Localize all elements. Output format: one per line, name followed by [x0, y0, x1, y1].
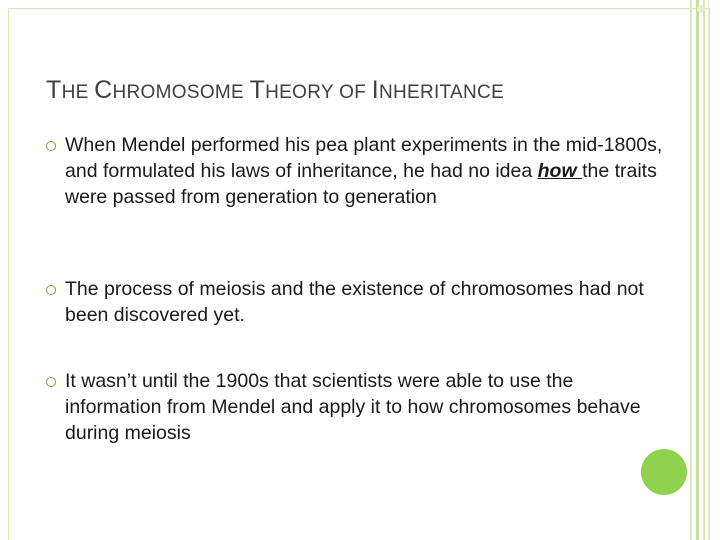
emphasis-word: how	[537, 160, 583, 182]
bullet-text-part: When Mendel performed his pea plant experiments in the mid-1800s, and formulated his laws of inheritance, he had no idea	[65, 134, 663, 182]
decor-bar	[703, 0, 705, 540]
decor-dot-small	[697, 5, 705, 13]
bullet-text: It wasn’t until the 1900s that scientists were able to use the information from Mendel and apply it to how chromosomes behave during meiosis	[65, 370, 641, 444]
bullet-text-part: the traits were passed from generation to generation	[65, 160, 657, 208]
title-letter: T	[249, 76, 266, 104]
title-word: HEORY OF	[265, 82, 372, 103]
title-word: HE	[61, 82, 95, 103]
decor-bar	[708, 0, 709, 540]
bullet-circle-icon	[46, 141, 56, 151]
bullet-item	[46, 276, 666, 330]
bullet-text	[65, 132, 665, 210]
decor-circle	[641, 449, 687, 495]
title-letter: C	[94, 76, 113, 104]
bullet-item	[46, 132, 666, 240]
bullet-text: The process of meiosis and the existence of chromosomes had not been discovered yet.	[65, 278, 644, 326]
bullet-item	[46, 368, 666, 448]
decor-bar	[696, 0, 699, 540]
title-letter: I	[371, 76, 379, 104]
decor-bar	[690, 0, 692, 540]
bullet-circle-icon	[46, 285, 56, 295]
bullet-circle-icon	[46, 377, 56, 387]
slide-title	[46, 76, 504, 105]
title-word: NHERITANCE	[378, 82, 505, 103]
title-word: HROMOSOME	[112, 82, 250, 103]
title-letter: T	[46, 76, 62, 104]
